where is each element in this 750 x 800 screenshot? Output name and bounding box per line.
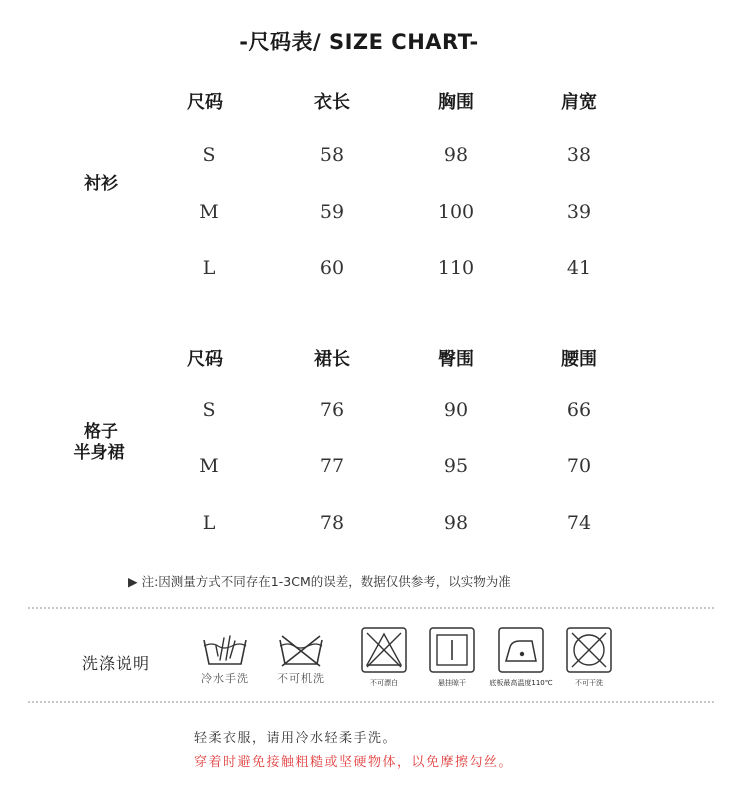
shirt-cell: 38 bbox=[566, 144, 592, 166]
skirt-cell: 90 bbox=[443, 399, 469, 421]
no-dry-clean-icon bbox=[566, 627, 612, 673]
shirt-cell: 110 bbox=[437, 257, 475, 279]
hang-dry-icon bbox=[429, 627, 475, 673]
no-dry-clean-caption: 不可干洗 bbox=[575, 679, 603, 687]
care-warning: 穿着时避免接触粗糙或坚硬物体，以免摩擦勾丝。 bbox=[194, 755, 514, 770]
no-machine-wash-icon bbox=[276, 632, 326, 668]
shirt-header-length: 衣长 bbox=[314, 92, 350, 113]
no-bleach-icon bbox=[361, 627, 407, 673]
shirt-cell: 59 bbox=[319, 201, 345, 223]
skirt-cell: 95 bbox=[443, 455, 469, 477]
shirt-cell: S bbox=[202, 144, 216, 166]
skirt-label-line2: 半身裙 bbox=[73, 443, 125, 463]
skirt-header-length: 裙长 bbox=[314, 349, 350, 370]
shirt-cell: L bbox=[202, 257, 216, 279]
shirt-header-chest: 胸围 bbox=[438, 92, 474, 113]
shirt-cell: 60 bbox=[319, 257, 345, 279]
skirt-header-size: 尺码 bbox=[187, 349, 223, 370]
skirt-cell: S bbox=[202, 399, 216, 421]
measurement-note: ▶ 注:因测量方式不同存在1-3CM的误差，数据仅供参考，以实物为准 bbox=[128, 574, 511, 589]
shirt-cell: 41 bbox=[566, 257, 592, 279]
shirt-cell: 100 bbox=[437, 201, 475, 223]
skirt-label-line1: 格子 bbox=[84, 422, 118, 442]
iron-low-temp-icon bbox=[498, 627, 544, 673]
skirt-cell: 70 bbox=[566, 455, 592, 477]
shirt-header-shoulder: 肩宽 bbox=[561, 92, 597, 113]
divider-top bbox=[28, 607, 714, 609]
hang-dry-caption: 悬挂晾干 bbox=[438, 679, 466, 687]
iron-caption: 底板最高温度110℃ bbox=[489, 679, 553, 687]
no-machine-wash-caption: 不可机洗 bbox=[277, 672, 325, 685]
shirt-cell: M bbox=[199, 201, 219, 223]
divider-bottom bbox=[28, 701, 714, 703]
shirt-cell: 98 bbox=[443, 144, 469, 166]
care-instruction: 轻柔衣服，请用冷水轻柔手洗。 bbox=[194, 731, 398, 746]
shirt-cell: 58 bbox=[319, 144, 345, 166]
shirt-label: 衬衫 bbox=[84, 174, 118, 194]
shirt-cell: 39 bbox=[566, 201, 592, 223]
skirt-cell: 76 bbox=[319, 399, 345, 421]
hand-wash-icon bbox=[200, 632, 250, 668]
skirt-cell: M bbox=[199, 455, 219, 477]
hand-wash-caption: 冷水手洗 bbox=[201, 672, 249, 685]
wash-title: 洗涤说明 bbox=[82, 654, 151, 673]
skirt-header-hip: 臀围 bbox=[438, 349, 474, 370]
skirt-cell: 98 bbox=[443, 512, 469, 534]
skirt-cell: 77 bbox=[319, 455, 345, 477]
shirt-header-size: 尺码 bbox=[187, 92, 223, 113]
skirt-cell: L bbox=[202, 512, 216, 534]
no-bleach-caption: 不可漂白 bbox=[370, 679, 398, 687]
skirt-cell: 78 bbox=[319, 512, 345, 534]
skirt-cell: 74 bbox=[566, 512, 592, 534]
skirt-cell: 66 bbox=[566, 399, 592, 421]
skirt-header-waist: 腰围 bbox=[561, 349, 597, 370]
page-title: -尺码表/ SIZE CHART- bbox=[239, 30, 479, 54]
